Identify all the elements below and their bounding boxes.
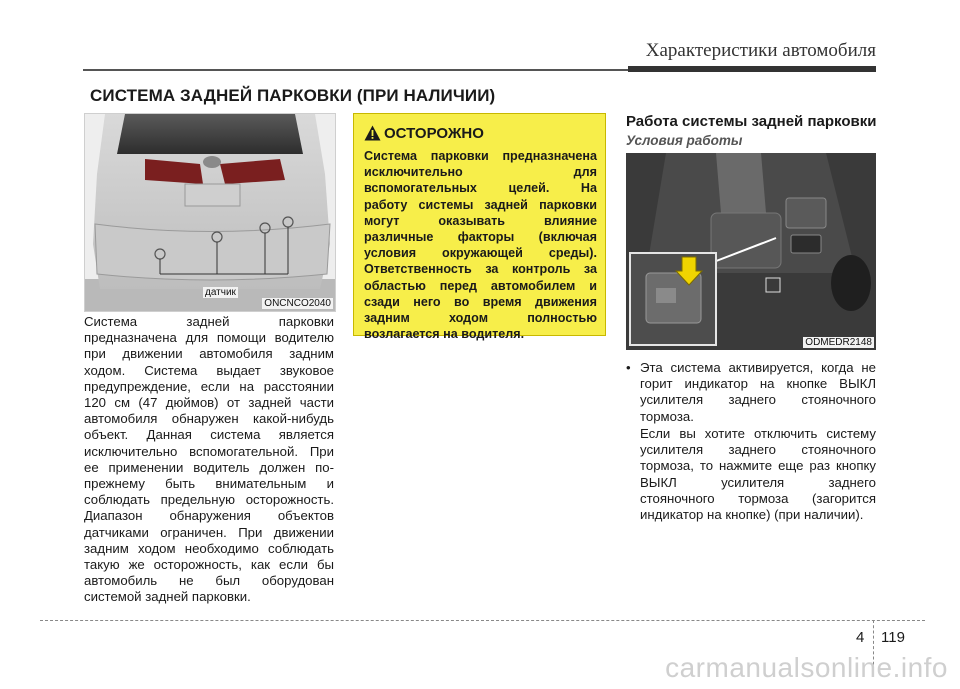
header-title: Характеристики автомобиля	[645, 40, 876, 61]
chapter-number: 4	[856, 629, 865, 646]
text-line: предназначена для помощи водителю	[84, 330, 334, 346]
watermark: carmanualsonline.info	[665, 652, 948, 683]
text-line: Эта система активируется, когда не	[640, 360, 876, 375]
text-line: стояночного тормоза (загорится	[640, 490, 876, 506]
text-line: соблюдать предельную осторожность.	[84, 492, 334, 508]
warning-line: сзади него во время движения	[364, 294, 597, 309]
bullet-symbol: •	[626, 360, 631, 375]
warning-triangle-icon	[364, 125, 381, 141]
text-line: объект. Данная система является	[84, 427, 334, 443]
subsection-title: Работа системы задней парковки	[626, 113, 877, 130]
text-line: ходом. Система выдает звуковое	[84, 362, 334, 378]
text-line: задним ходом необходимо соблюдать	[84, 540, 334, 556]
warning-line: Ответственность за контроль за	[364, 262, 597, 277]
text-line: Диапазон обнаружения объектов	[84, 508, 334, 524]
warning-text	[364, 148, 597, 342]
text-line: датчиками ограничен. При движении	[84, 524, 334, 540]
warning-box	[353, 113, 606, 342]
text-line: Если вы хотите отключить систему	[640, 426, 876, 441]
text-line: такую же осторожность, как если бы	[84, 557, 334, 573]
warning-line: условия окружающей среды).	[364, 246, 597, 261]
text-line: усилителя заднего стояночного	[640, 442, 876, 458]
section-title: СИСТЕМА ЗАДНЕЙ ПАРКОВКИ (ПРИ НАЛИЧИИ)	[90, 86, 496, 105]
bullet-paragraph-2	[640, 426, 876, 523]
sensor-label: датчик	[205, 287, 236, 298]
text-line: предупреждение, если на расстоянии	[84, 378, 334, 394]
figure-code: ODMEDR2148	[805, 337, 872, 348]
text-line: тормоза, то нажмите еще раз кнопку	[640, 458, 876, 474]
text-line: ВЫКЛ усилителя заднего	[640, 474, 876, 490]
rear-bumper-sensors-figure	[84, 113, 336, 312]
text-line: системой задней парковки.	[84, 589, 251, 605]
warning-line: Система парковки предназначена	[364, 149, 597, 163]
footer-rule	[40, 620, 925, 621]
car-rear-illustration	[85, 114, 335, 311]
text-line: при движении автомобиля задним	[84, 346, 334, 362]
warning-line: областью перед автомобилем и	[364, 278, 597, 293]
text-line: горит индикатор на кнопке ВЫКЛ	[640, 376, 876, 392]
console-button-figure	[626, 153, 876, 350]
warning-line: возлагается на водителя.	[364, 327, 525, 342]
text-line: усилителя заднего стояночного	[640, 392, 876, 408]
text-line: 120 см (47 дюймов) от задней части	[84, 395, 334, 411]
warning-line: могут оказывать влияние	[364, 213, 597, 228]
warning-line: задним ходом полностью	[364, 311, 597, 326]
subsection-subtitle: Условия работы	[626, 133, 743, 148]
warning-line: работу системы задней парковки	[364, 197, 597, 212]
center-console-illustration	[626, 153, 876, 350]
page-number: 119	[881, 629, 905, 646]
text-line: прежнему быть внимательным и	[84, 476, 334, 492]
text-line: автомобиль не был оборудован	[84, 573, 334, 589]
text-line: индикатор на кнопке) (при наличии).	[640, 507, 864, 523]
text-line: ее применении водитель должен по-	[84, 459, 334, 475]
header-rule-accent	[628, 66, 876, 72]
text-line: исключительно вспомогательной. При	[84, 443, 334, 459]
warning-line: исключительно для	[364, 165, 597, 180]
bullet-paragraph-1	[640, 360, 876, 425]
text-line: тормоза.	[640, 408, 694, 424]
text-line: автомобиля обнаружен какой-нибудь	[84, 411, 334, 427]
text-line: Система задней парковки	[84, 314, 334, 329]
warning-line: различные факторы (включая	[364, 230, 597, 245]
warning-title: ОСТОРОЖНО	[384, 125, 484, 142]
left-description	[84, 314, 334, 606]
figure-code: ONCNCO2040	[264, 298, 331, 309]
warning-line: вспомогательных целей. На	[364, 181, 597, 196]
